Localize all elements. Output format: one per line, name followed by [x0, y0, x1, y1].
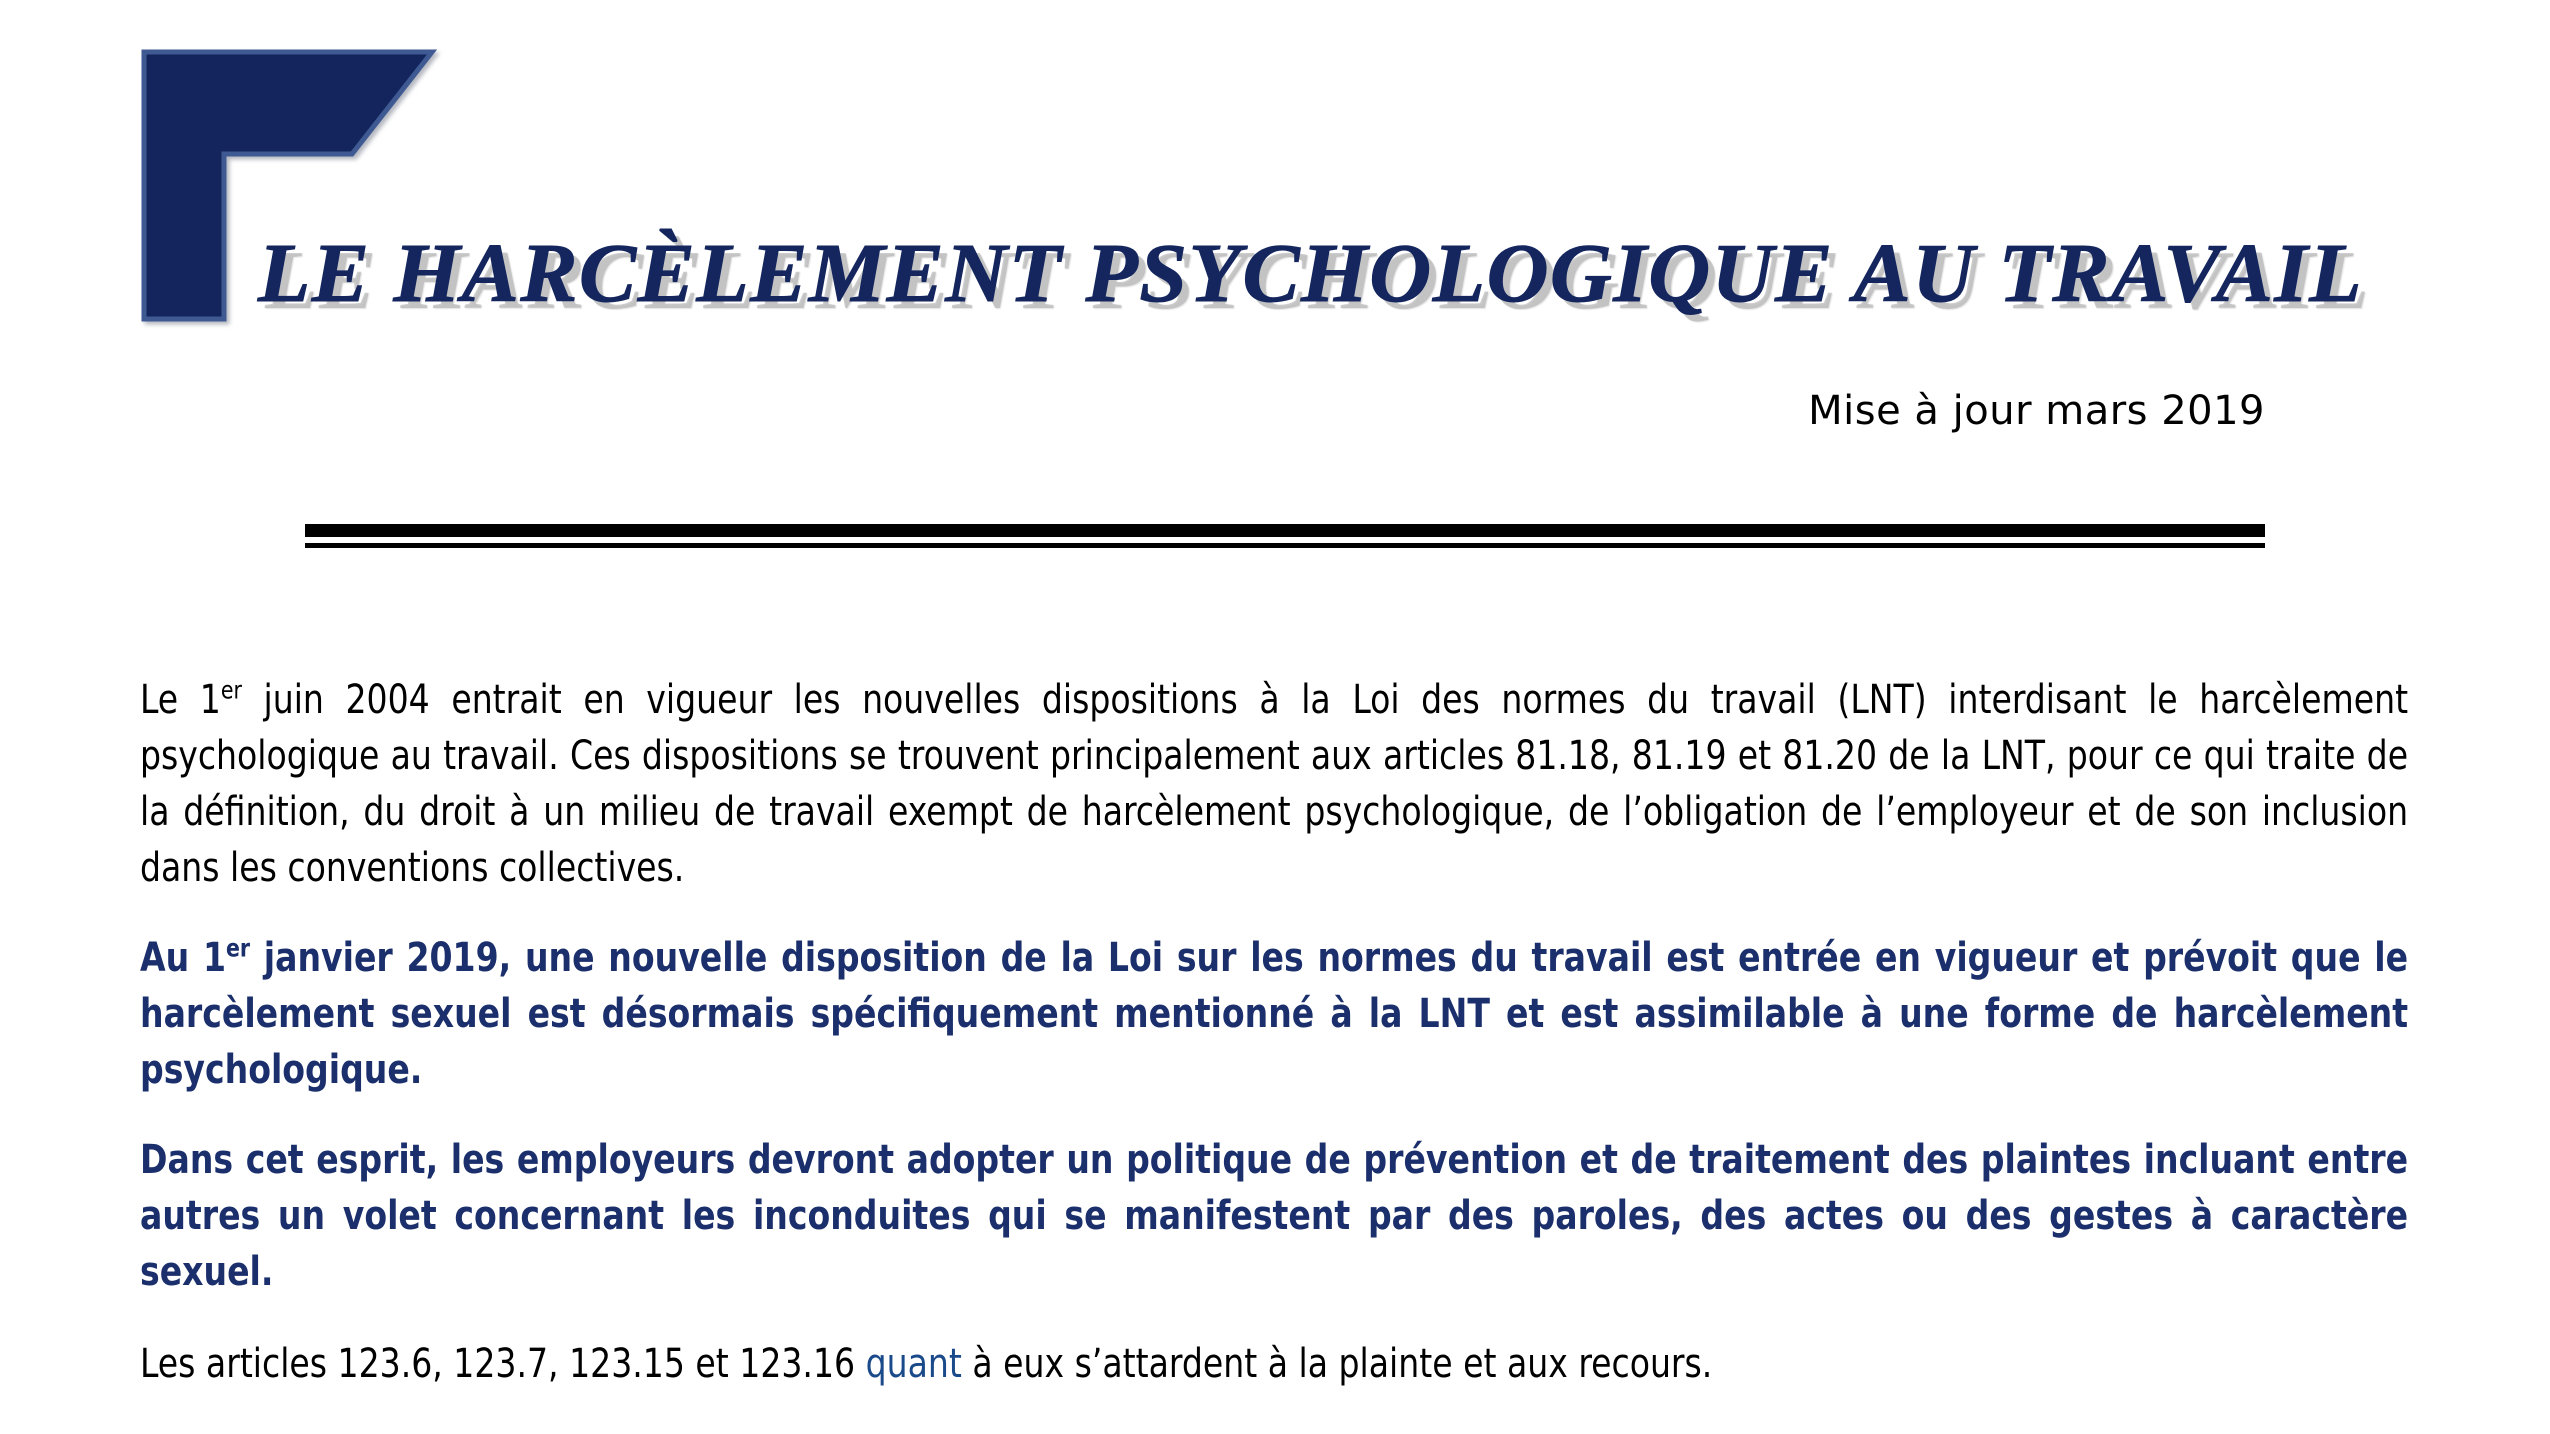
paragraph-employer-policy: Dans cet esprit, les employeurs devront adopter un politique de prévention et de traitement des plaintes incluant entre autres un volet concernant les inconduites qui se manifestent par des paroles, des actes ou des gestes à caractère sexuel.	[140, 1137, 2409, 1295]
paragraph-new-provision-part2: janvier 2019, une nouvelle disposition de la Loi sur les normes du travail est entrée en vigueur et prévoit que le harcèlement sexuel est désormais spécifiquement mentionné à la LNT et est assimilable à une forme de harcèlement psychologique.	[140, 935, 2409, 1093]
body-content	[140, 672, 2408, 1392]
paragraph-articles	[140, 1336, 2408, 1392]
section-divider	[305, 524, 2265, 548]
paragraph-articles-part1: Les articles 123.6, 123.7, 123.15 et 123.16	[140, 1341, 866, 1387]
paragraph-intro-part1: Le 1	[140, 677, 221, 723]
paragraph-articles-part2: à eux s’attardent à la plainte et aux recours.	[961, 1341, 1713, 1387]
paragraph-intro	[140, 672, 2408, 896]
paragraph-new-provision	[140, 930, 2408, 1098]
paragraph-articles-highlight: quant	[865, 1341, 962, 1387]
paragraph-intro-superscript: er	[220, 675, 242, 705]
update-date: Mise à jour mars 2019	[1808, 388, 2265, 434]
divider-thin-bar	[305, 543, 2265, 548]
paragraph-new-provision-part1: Au 1	[140, 935, 226, 981]
paragraph-intro-part2: juin 2004 entrait en vigueur les nouvelles dispositions à la Loi des normes du travail (LNT) interdisant le harcèlement psychologique au travail. Ces dispositions se trouvent principalement aux articles 81.18, 81.19 et 81.20 de la LNT, pour ce qui traite de la définition, du droit à un milieu de travail exempt de harcèlement psychologique, de l’obligation de l’employeur et de son inclusion dans les conventions collectives.	[140, 677, 2409, 891]
paragraph-new-provision-superscript: er	[225, 933, 251, 963]
divider-thick-bar	[305, 524, 2265, 537]
page-title: LE HARCÈLEMENT PSYCHOLOGIQUE AU TRAVAIL	[258, 227, 2364, 320]
